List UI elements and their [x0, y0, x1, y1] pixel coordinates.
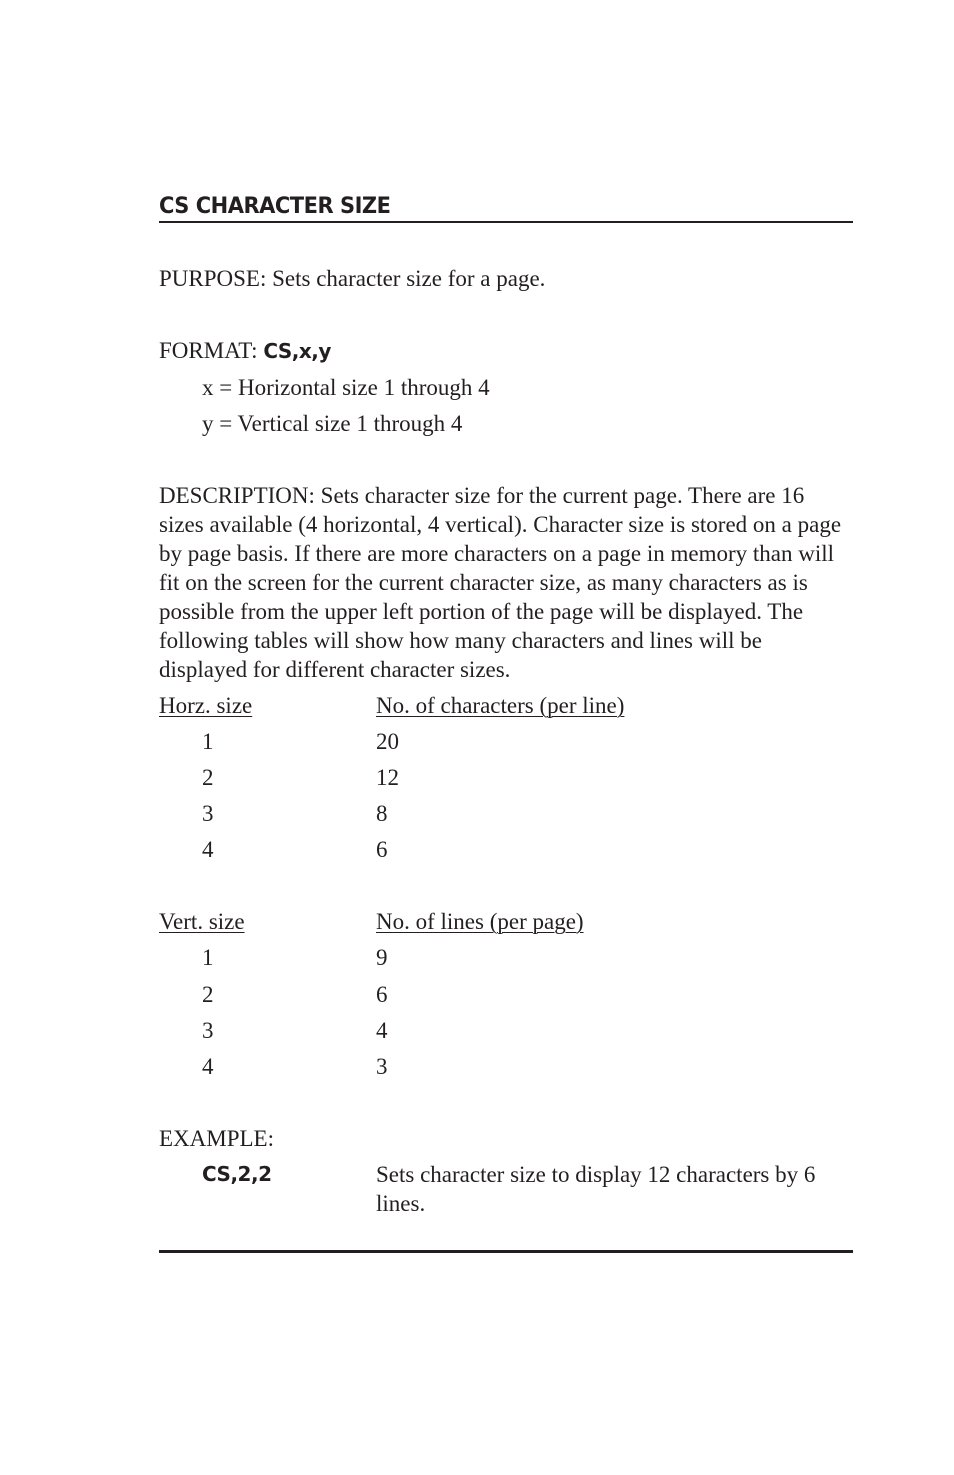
description-text: Sets character size for the current page. There are 16 sizes available (4 horizontal, 4 vertical). Character size is stored on a page by page basis. If there are more characters on a page in memory than will fit on the screen for the current character size, as many characters as is possible from the upper left portion of the page will be displayed. The following tables will show how many characters and lines will be displayed for different character sizes.: [159, 483, 842, 682]
purpose-label: PURPOSE:: [159, 266, 267, 291]
vert-row-size: 3: [202, 1018, 214, 1043]
horz-row-size: 4: [202, 837, 214, 862]
horz-row-count: 8: [376, 801, 388, 826]
horz-table-header-count: No. of characters (per line): [376, 693, 625, 718]
section-heading: CS CHARACTER SIZE: [159, 193, 391, 219]
example-description: Sets character size to display 12 characters by 6 lines.: [376, 1162, 816, 1216]
format-param-x: x = Horizontal size 1 through 4: [202, 375, 490, 400]
horz-row-size: 2: [202, 765, 214, 790]
horz-row-count: 6: [376, 837, 388, 862]
purpose-line: [159, 264, 545, 293]
vert-row-size: 1: [202, 945, 214, 970]
format-label: FORMAT:: [159, 338, 258, 363]
vert-row-size: 2: [202, 982, 214, 1007]
purpose-text: Sets character size for a page.: [272, 266, 546, 291]
vert-row-size: 4: [202, 1054, 214, 1079]
description-label: DESCRIPTION:: [159, 483, 315, 508]
vert-row-count: 3: [376, 1054, 388, 1079]
format-line: [159, 336, 331, 366]
vert-row-count: 6: [376, 982, 388, 1007]
example-label: EXAMPLE:: [159, 1126, 274, 1151]
heading-rule: [159, 221, 853, 223]
vert-table-header-size: Vert. size: [159, 909, 245, 934]
horz-row-count: 12: [376, 765, 399, 790]
vert-row-count: 9: [376, 945, 388, 970]
format-param-y: y = Vertical size 1 through 4: [202, 411, 463, 436]
format-command: CS,x,y: [263, 339, 331, 363]
footer-rule: [159, 1250, 853, 1253]
horz-row-size: 3: [202, 801, 214, 826]
vert-table-header-count: No. of lines (per page): [376, 909, 584, 934]
horz-row-size: 1: [202, 729, 214, 754]
example-command: CS,2,2: [202, 1162, 272, 1186]
description-paragraph: [159, 481, 853, 684]
horz-table-header-size: Horz. size: [159, 693, 253, 718]
horz-row-count: 20: [376, 729, 399, 754]
vert-row-count: 4: [376, 1018, 388, 1043]
